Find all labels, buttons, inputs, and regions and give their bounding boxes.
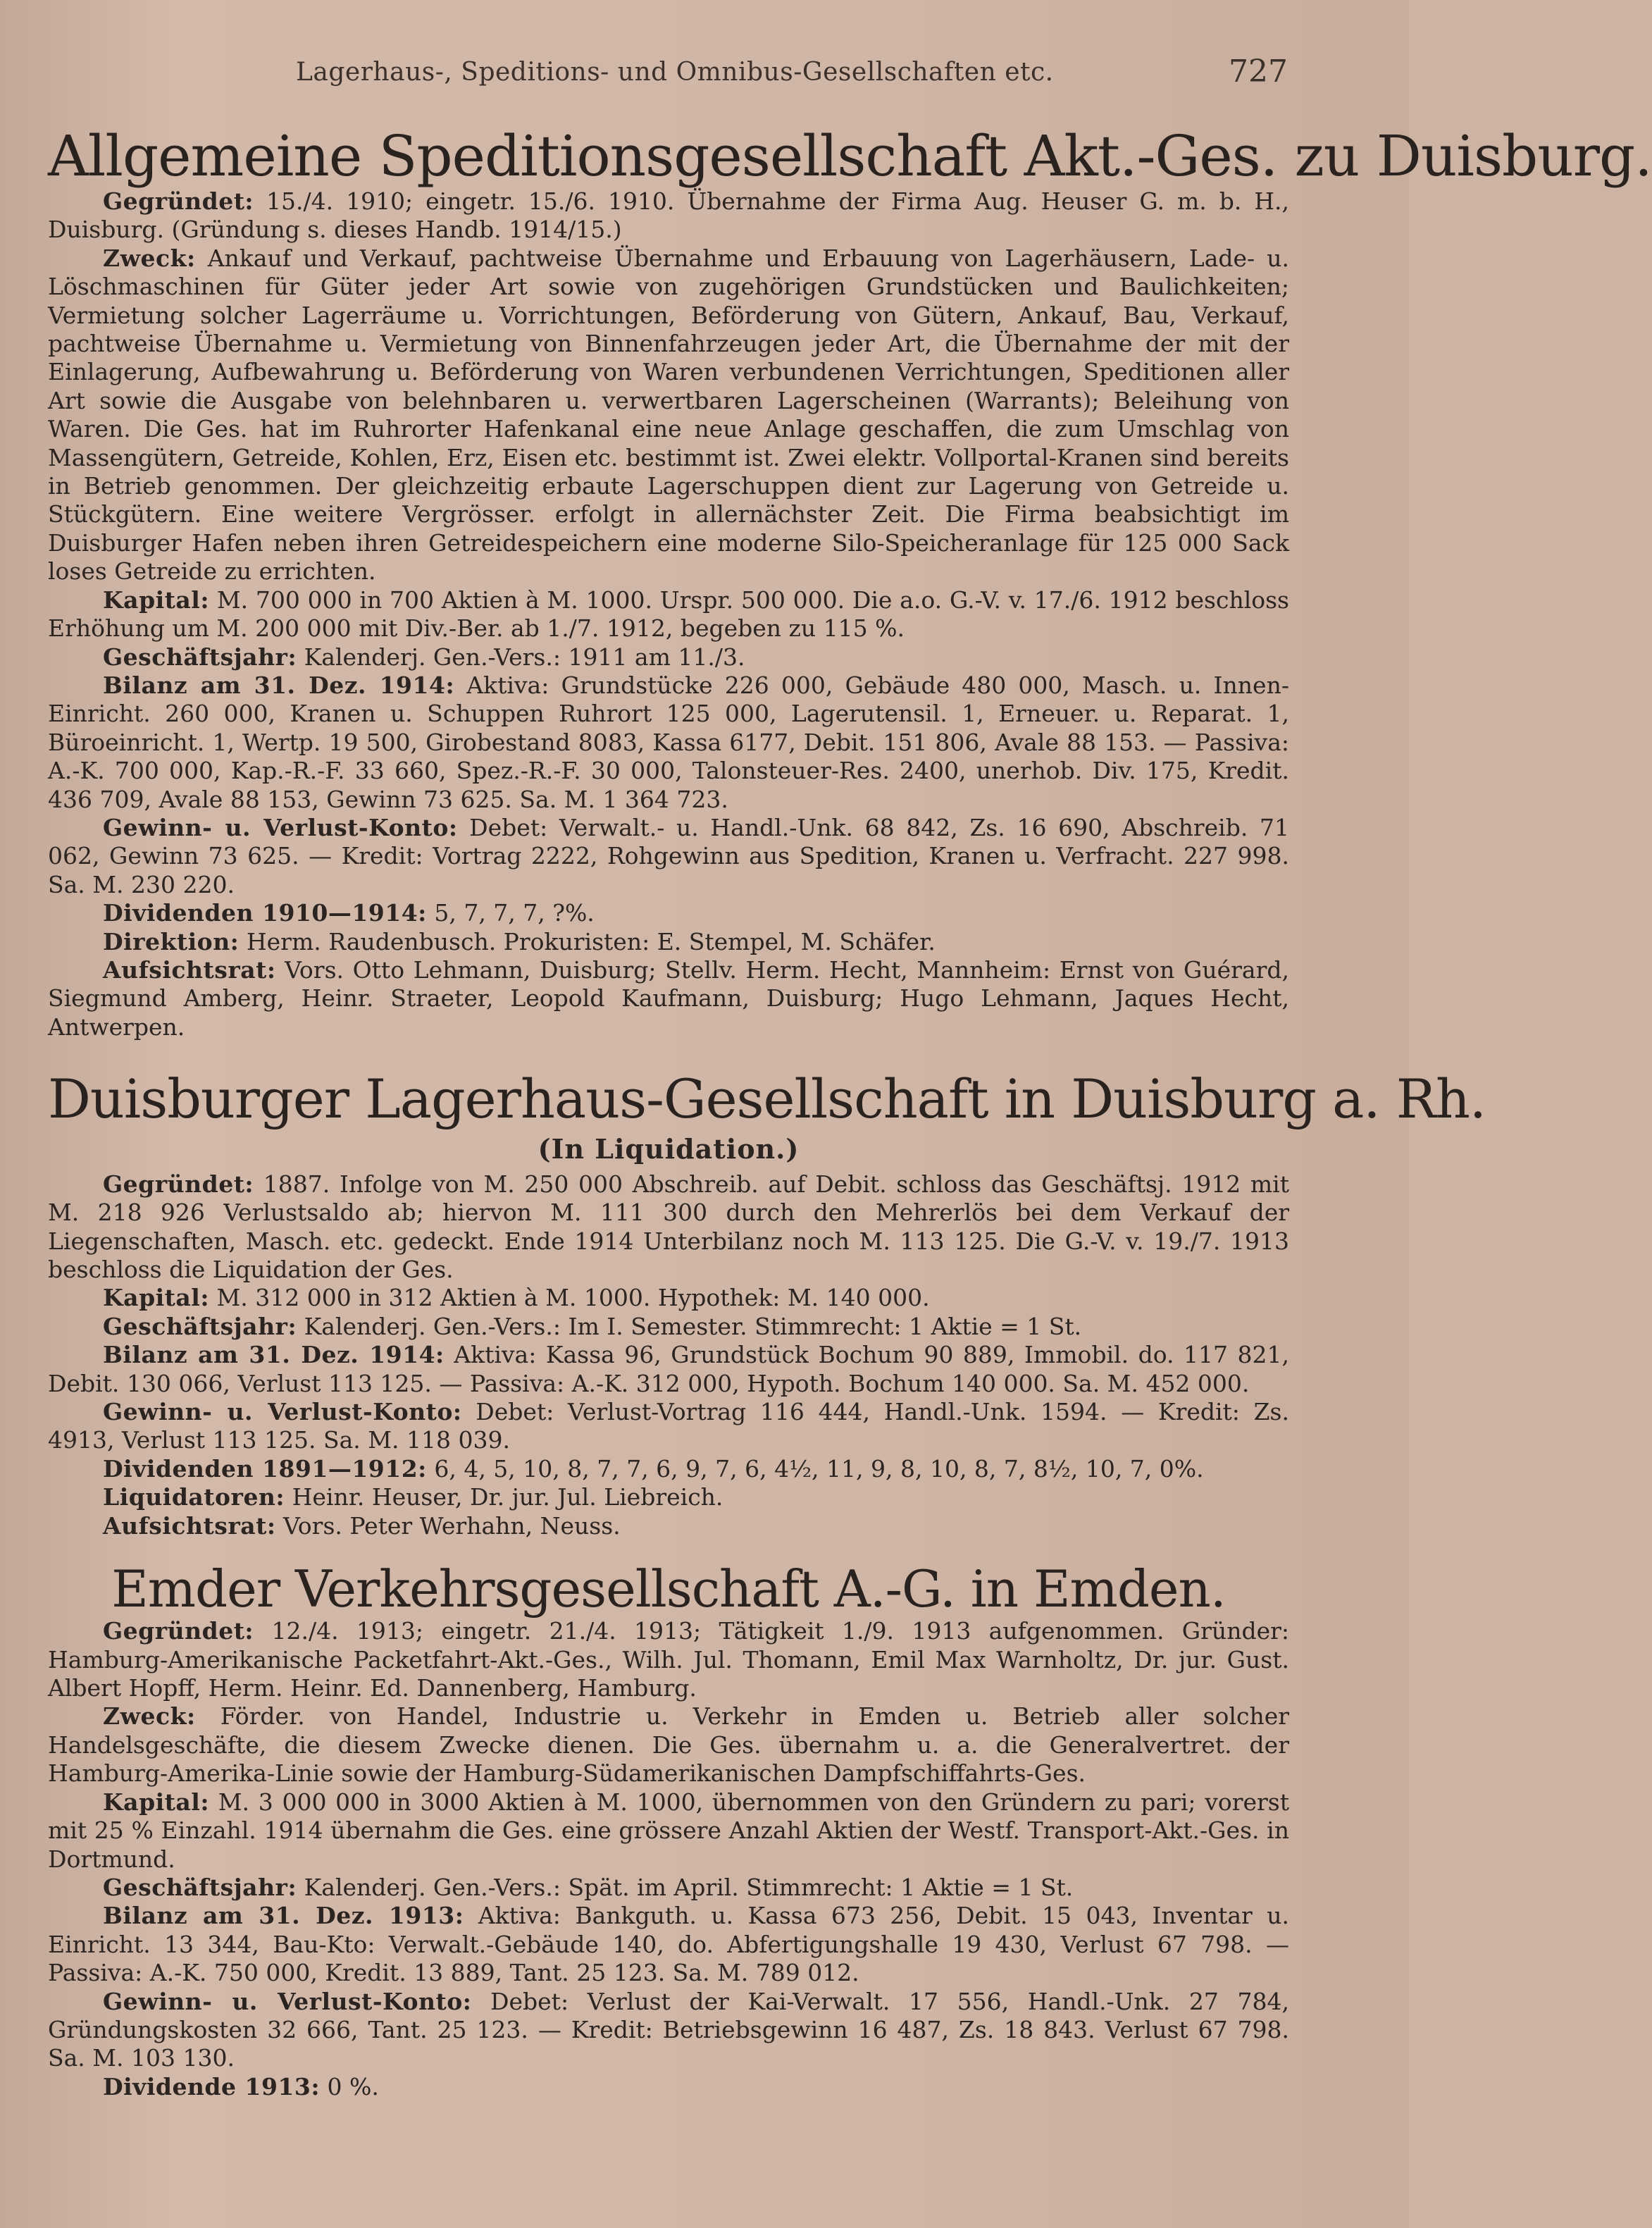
entry-text: Förder. von Handel, Industrie u. Verkehr in Emden u. Betrieb aller solcher Handelsgeschäfte, die diesem Zwecke dienen. Die Ges. übernahm u. a. die Generalvertret. der Hamburg-Amerika-Linie sowie der Hamburg-Südamerikanischen Dampfschiffahrts-Ges. [48, 1702, 1289, 1788]
entry-label: Aufsichtsrat: [103, 955, 276, 984]
entry-gegruendet [48, 1170, 1289, 1285]
entry-label: Gegründet: [103, 1170, 254, 1198]
entry-text: M. 312 000 in 312 Aktien à M. 1000. Hypothek: M. 140 000. [209, 1284, 930, 1312]
entry-label: Dividende 1913: [103, 2072, 321, 2100]
entry-liquidatoren [48, 1483, 1289, 1511]
entry-kapital [48, 586, 1289, 643]
company-section-allgemeine-speditionsgesellschaft [48, 123, 1652, 1041]
entry-label: Gewinn- u. Verlust-Konto: [103, 1987, 472, 2015]
entry-text: Herm. Raudenbusch. Prokuristen: E. Stempel, M. Schäfer. [239, 927, 936, 955]
company-title: Allgemeine Speditionsgesellschaft Akt.-Ges. zu Duisburg. [48, 123, 1652, 189]
entry-text: Debet: Verlust der Kai-Verwalt. 17 556, Handl.-Unk. 27 784, Gründungskosten 32 666, Tant. 25 123. — Kredit: Betriebsgewinn 16 487, Zs. 18 843. Verlust 67 798. Sa. M. 103 130. [48, 1987, 1289, 2072]
entry-label: Geschäftsjahr: [103, 1873, 297, 1901]
page-content [48, 123, 1652, 2101]
entry-aufsichtsrat [48, 1512, 1289, 1540]
entry-kapital [48, 1284, 1289, 1312]
entry-label: Liquidatoren: [103, 1483, 285, 1511]
entry-geschaeftsjahr [48, 1874, 1289, 1902]
entry-aufsichtsrat [48, 956, 1289, 1041]
entry-text: 12./4. 1913; eingetr. 21./4. 1913; Tätigkeit 1./9. 1913 aufgenommen. Gründer: Hamburg-Amerikanische Packetfahrt-Akt.-Ges., Wilh. Jul. Thomann, Emil Max Warnholtz, Dr. jur. Gust. Albert Hopff, Herm. Heinr. Ed. Dannenberg, Hamburg. [48, 1617, 1289, 1702]
entry-dividenden [48, 899, 1289, 927]
entry-text: 5, 7, 7, 7, ?%. [426, 899, 595, 927]
entry-label: Kapital: [103, 586, 210, 614]
entry-text: 1887. Infolge von M. 250 000 Abschreib. auf Debit. schloss das Geschäftsj. 1912 mit M. 218 926 Verlustsaldo ab; hiervon M. 111 300 durch den Mehrerlös bei dem Verkauf der Liegenschaften, Masch. etc. gedeckt. Ende 1914 Unterbilanz noch M. 113 125. Die G.-V. v. 19./7. 1913 beschloss die Liquidation der Ges. [48, 1170, 1289, 1283]
page-header [0, 54, 1409, 107]
entry-text: Aktiva: Grundstücke 226 000, Gebäude 480 000, Masch. u. Innen-Einricht. 260 000, Kranen u. Schuppen Ruhrort 125 000, Lagerutensil. 1, Erneuer. u. Reparat. 1, Büroeinricht. 1, Wertp. 19 500, Girobestand 8083, Kassa 6177, Debit. 151 806, Avale 88 153. — Passiva: A.-K. 700 000, Kap.-R.-F. 33 660, Spez.-R.-F. 30 000, Talonsteuer-Res. 2400, unerhob. Div. 175, Kredit. 436 709, Avale 88 153, Gewinn 73 625. Sa. M. 1 364 723. [48, 671, 1289, 813]
page-number: 727 [1229, 54, 1288, 89]
entry-text: Aktiva: Kassa 96, Grundstück Bochum 90 889, Immobil. do. 117 821, Debit. 130 066, Verlust 113 125. — Passiva: A.-K. 312 000, Hypoth. Bochum 140 000. Sa. M. 452 000. [48, 1341, 1289, 1397]
entry-gewinn-verlust [48, 814, 1289, 899]
running-head: Lagerhaus-, Speditions- und Omnibus-Gesellschaften etc. [296, 58, 1054, 87]
entry-text: Ankauf und Verkauf, pachtweise Übernahme und Erbauung von Lagerhäusern, Lade- u. Löschmaschinen für Güter jeder Art sowie von zugehörigen Grundstücken und Baulichkeiten; Vermietung solcher Lagerräume u. Vorrichtungen, Beförderung von Gütern, Ankauf, Bau, Verkauf, pachtweise Übernahme u. Vermietung von Binnenfahrzeugen jeder Art, die Übernahme der mit der Einlagerung, Aufbewahrung u. Beförderung von Waren verbundenen Verrichtungen, Speditionen aller Art sowie die Ausgabe von belehnbaren u. verwertbaren Lagerscheinen (Warrants); Beleihung von Waren. Die Ges. hat im Ruhrorter Hafenkanal eine neue Anlage geschaffen, die zum Umschlag von Massengütern, Getreide, Kohlen, Erz, Eisen etc. bestimmt ist. Zwei elektr. Vollportal-Kranen sind bereits in Betrieb genommen. Der gleichzeitig erbaute Lagerschuppen dient zur Lagerung von Getreide u. Stückgütern. Eine weitere Vergrösser. erfolgt in allernächster Zeit. Die Firma beabsichtigt im Duisburger Hafen neben ihren Getreidespeichern eine moderne Silo-Speicheranlage für 125 000 Sack loses Getreide zu errichten. [48, 244, 1289, 586]
entry-label: Zweck: [103, 244, 196, 272]
entry-label: Gewinn- u. Verlust-Konto: [103, 813, 458, 841]
company-section-emder-verkehrsgesellschaft [48, 1561, 1289, 2101]
entry-label: Geschäftsjahr: [103, 1312, 297, 1340]
entry-geschaeftsjahr [48, 643, 1289, 672]
entry-gegruendet [48, 187, 1289, 245]
entry-text: Heinr. Heuser, Dr. jur. Jul. Liebreich. [285, 1483, 723, 1511]
entry-label: Gewinn- u. Verlust-Konto: [103, 1398, 462, 1426]
entry-text: Kalenderj. Gen.-Vers.: Im I. Semester. Stimmrecht: 1 Aktie = 1 St. [297, 1312, 1082, 1340]
entry-dividenden [48, 1455, 1289, 1483]
entry-direktion [48, 928, 1289, 956]
entry-label: Kapital: [103, 1788, 210, 1816]
entry-text: Vors. Otto Lehmann, Duisburg; Stellv. Herm. Hecht, Mannheim: Ernst von Guérard, Siegmund Amberg, Heinr. Straeter, Leopold Kaufmann, Duisburg; Hugo Lehmann, Jaques Hecht, Antwerpen. [48, 955, 1289, 1041]
entry-text: M. 3 000 000 in 3000 Aktien à M. 1000, übernommen von den Gründern zu pari; vorerst mit 25 % Einzahl. 1914 übernahm die Ges. eine grössere Anzahl Aktien der Westf. Transport-Akt.-Ges. in Dortmund. [48, 1788, 1289, 1873]
entry-text: Kalenderj. Gen.-Vers.: 1911 am 11./3. [297, 643, 745, 671]
entry-text: 6, 4, 5, 10, 8, 7, 7, 6, 9, 7, 6, 4½, 11, 9, 8, 10, 8, 7, 8½, 10, 7, 0%. [426, 1454, 1204, 1483]
entry-label: Dividenden 1891—1912: [103, 1454, 427, 1483]
entry-bilanz [48, 1341, 1289, 1398]
entry-bilanz [48, 672, 1289, 814]
entry-label: Dividenden 1910—1914: [103, 899, 427, 927]
entry-bilanz [48, 1902, 1289, 1987]
entry-zweck [48, 245, 1289, 586]
entry-zweck [48, 1702, 1289, 1788]
entry-label: Bilanz am 31. Dez. 1914: [103, 671, 455, 699]
entry-text: 15./4. 1910; eingetr. 15./6. 1910. Übernahme der Firma Aug. Heuser G. m. b. H., Duisburg. (Gründung s. dieses Handb. 1914/15.) [48, 187, 1289, 244]
entry-gewinn-verlust [48, 1398, 1289, 1455]
entry-label: Aufsichtsrat: [103, 1511, 276, 1540]
entry-label: Gegründet: [103, 1617, 254, 1645]
entry-label: Kapital: [103, 1284, 210, 1312]
entry-text: Kalenderj. Gen.-Vers.: Spät. im April. Stimmrecht: 1 Aktie = 1 St. [297, 1873, 1074, 1901]
entry-text: 0 %. [320, 2072, 379, 2100]
company-title: Emder Verkehrsgesellschaft A.-G. in Emden. [111, 1559, 1226, 1619]
entry-label: Bilanz am 31. Dez. 1914: [103, 1341, 445, 1369]
entry-geschaeftsjahr [48, 1313, 1289, 1341]
company-subtitle: (In Liquidation.) [538, 1132, 800, 1165]
entry-kapital [48, 1788, 1289, 1874]
entry-text: Aktiva: Bankguth. u. Kassa 673 256, Debit. 15 043, Inventar u. Einricht. 13 344, Bau-Kto: Verwalt.-Gebäude 140, do. Abfertigungshalle 19 430, Verlust 67 798. — Passiva: A.-K. 750 000, Kredit. 13 889, Tant. 25 123. Sa. M. 789 012. [48, 1902, 1289, 1987]
entry-gegruendet [48, 1617, 1289, 1702]
entry-label: Geschäftsjahr: [103, 643, 297, 671]
entry-label: Gegründet: [103, 187, 254, 215]
entry-text: Debet: Verwalt.- u. Handl.-Unk. 68 842, Zs. 16 690, Abschreib. 71 062, Gewinn 73 625. — Kredit: Vortrag 2222, Rohgewinn aus Spedition, Kranen u. Verfracht. 227 998. Sa. M. 230 220. [48, 813, 1289, 898]
entry-label: Zweck: [103, 1702, 196, 1731]
entry-text: M. 700 000 in 700 Aktien à M. 1000. Urspr. 500 000. Die a.o. G.-V. v. 17./6. 1912 beschloss Erhöhung um M. 200 000 mit Div.-Ber. ab 1./7. 1912, begeben zu 115 %. [48, 586, 1289, 643]
company-title: Duisburger Lagerhaus-Gesellschaft in Duisburg a. Rh. [48, 1067, 1486, 1131]
entry-dividende [48, 2073, 1289, 2101]
entry-text: Vors. Peter Werhahn, Neuss. [275, 1511, 621, 1540]
entry-label: Direktion: [103, 927, 240, 955]
entry-label: Bilanz am 31. Dez. 1913: [103, 1902, 464, 1930]
company-section-duisburger-lagerhaus [48, 1067, 1486, 1540]
entry-gewinn-verlust [48, 1988, 1289, 2073]
entry-text: Debet: Verlust-Vortrag 116 444, Handl.-Unk. 1594. — Kredit: Zs. 4913, Verlust 113 125. Sa. M. 118 039. [48, 1398, 1289, 1454]
